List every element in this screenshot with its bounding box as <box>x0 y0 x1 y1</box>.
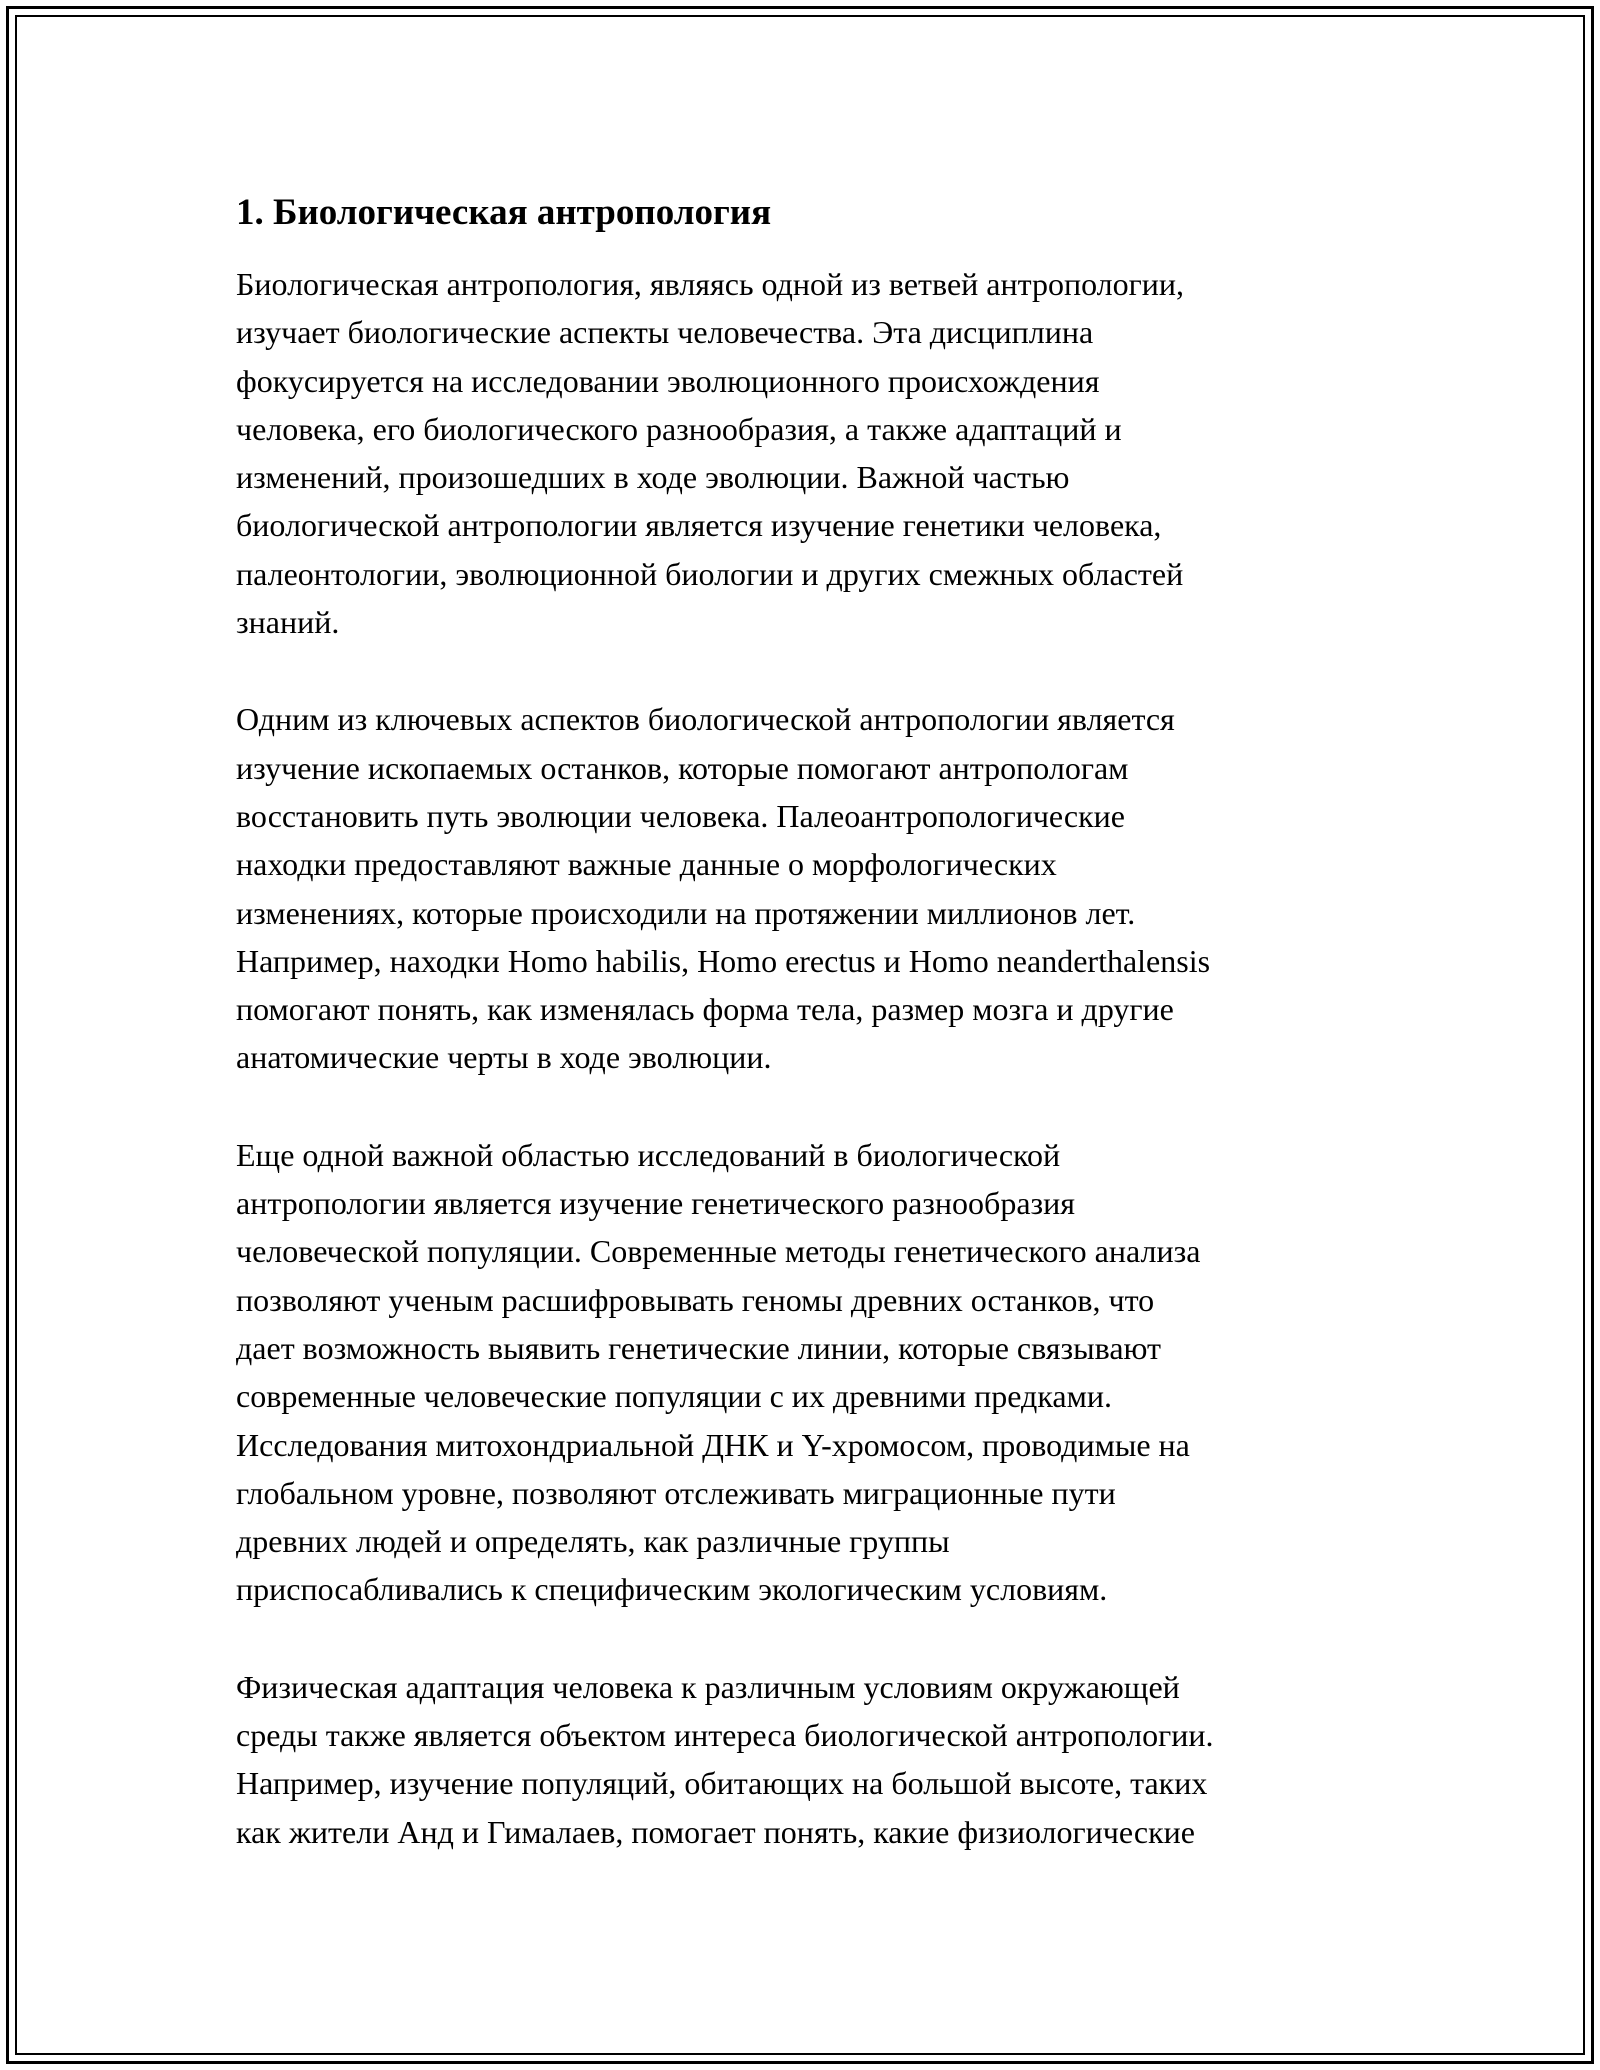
text-line: среды также является объектом интереса биологической антропологии. <box>236 1717 1214 1754</box>
text-line: изучение ископаемых останков, которые помогают антропологам <box>236 749 1129 786</box>
text-line: человеческой популяции. Современные методы генетического анализа <box>236 1233 1201 1270</box>
text-line: находки предоставляют важные данные о морфологических <box>236 846 1057 883</box>
text-line: как жители Анд и Гималаев, помогает понять, какие физиологические <box>236 1813 1195 1850</box>
text-line: Например, находки Homo habilis, Homo erectus и Homo neanderthalensis <box>236 942 1211 979</box>
text-line: приспосабливались к специфическим экологическим условиям. <box>236 1571 1108 1608</box>
text-line: человека, его биологического разнообразия, а также адаптаций и <box>236 410 1122 447</box>
section-heading: 1. Биологическая антропология <box>236 192 772 233</box>
text-line: изменений, произошедших в ходе эволюции. Важной частью <box>236 459 1070 496</box>
body-paragraph <box>236 260 1376 646</box>
text-line: дает возможность выявить генетические линии, которые связывают <box>236 1329 1162 1366</box>
text-line: Биологическая антропология, являясь одной из ветвей антропологии, <box>236 266 1185 302</box>
text-line: глобальном уровне, позволяют отслеживать миграционные пути <box>236 1474 1116 1511</box>
text-line: позволяют ученым расшифровывать геномы древних останков, что <box>236 1281 1155 1318</box>
text-line: анатомические черты в ходе эволюции. <box>236 1039 772 1076</box>
body-paragraph <box>236 1131 1376 1614</box>
text-line: древних людей и определять, как различные группы <box>236 1523 950 1560</box>
body-paragraph <box>236 1663 1376 1856</box>
text-line: Например, изучение популяций, обитающих на большой высоте, таких <box>236 1765 1208 1802</box>
text-line: биологической антропологии является изучение генетики человека, <box>236 507 1162 544</box>
text-line: фокусируется на исследовании эволюционного происхождения <box>236 362 1100 399</box>
text-line: изменениях, которые происходили на протяжении миллионов лет. <box>236 894 1136 931</box>
text-line: восстановить путь эволюции человека. Палеоантропологические <box>236 797 1125 834</box>
paragraph-list <box>236 260 1376 1856</box>
text-line: палеонтологии, эволюционной биологии и других смежных областей <box>236 555 1184 592</box>
text-line: современные человеческие популяции с их древними предками. <box>236 1378 1112 1415</box>
text-line: Одним из ключевых аспектов биологической антропологии является <box>236 701 1175 738</box>
text-line: помогают понять, как изменялась форма тела, размер мозга и другие <box>236 991 1174 1028</box>
text-line: знаний. <box>236 604 340 641</box>
text-line: изучает биологические аспекты человечества. Эта дисциплина <box>236 314 1094 351</box>
body-paragraph <box>236 695 1376 1081</box>
text-line: антропологии является изучение генетического разнообразия <box>236 1185 1076 1222</box>
text-line: Еще одной важной областью исследований в биологической <box>236 1136 1061 1173</box>
text-line: Физическая адаптация человека к различным условиям окружающей <box>236 1668 1180 1705</box>
text-line: Исследования митохондриальной ДНК и Y-хромосом, проводимые на <box>236 1426 1190 1463</box>
document-body <box>236 188 1376 1905</box>
